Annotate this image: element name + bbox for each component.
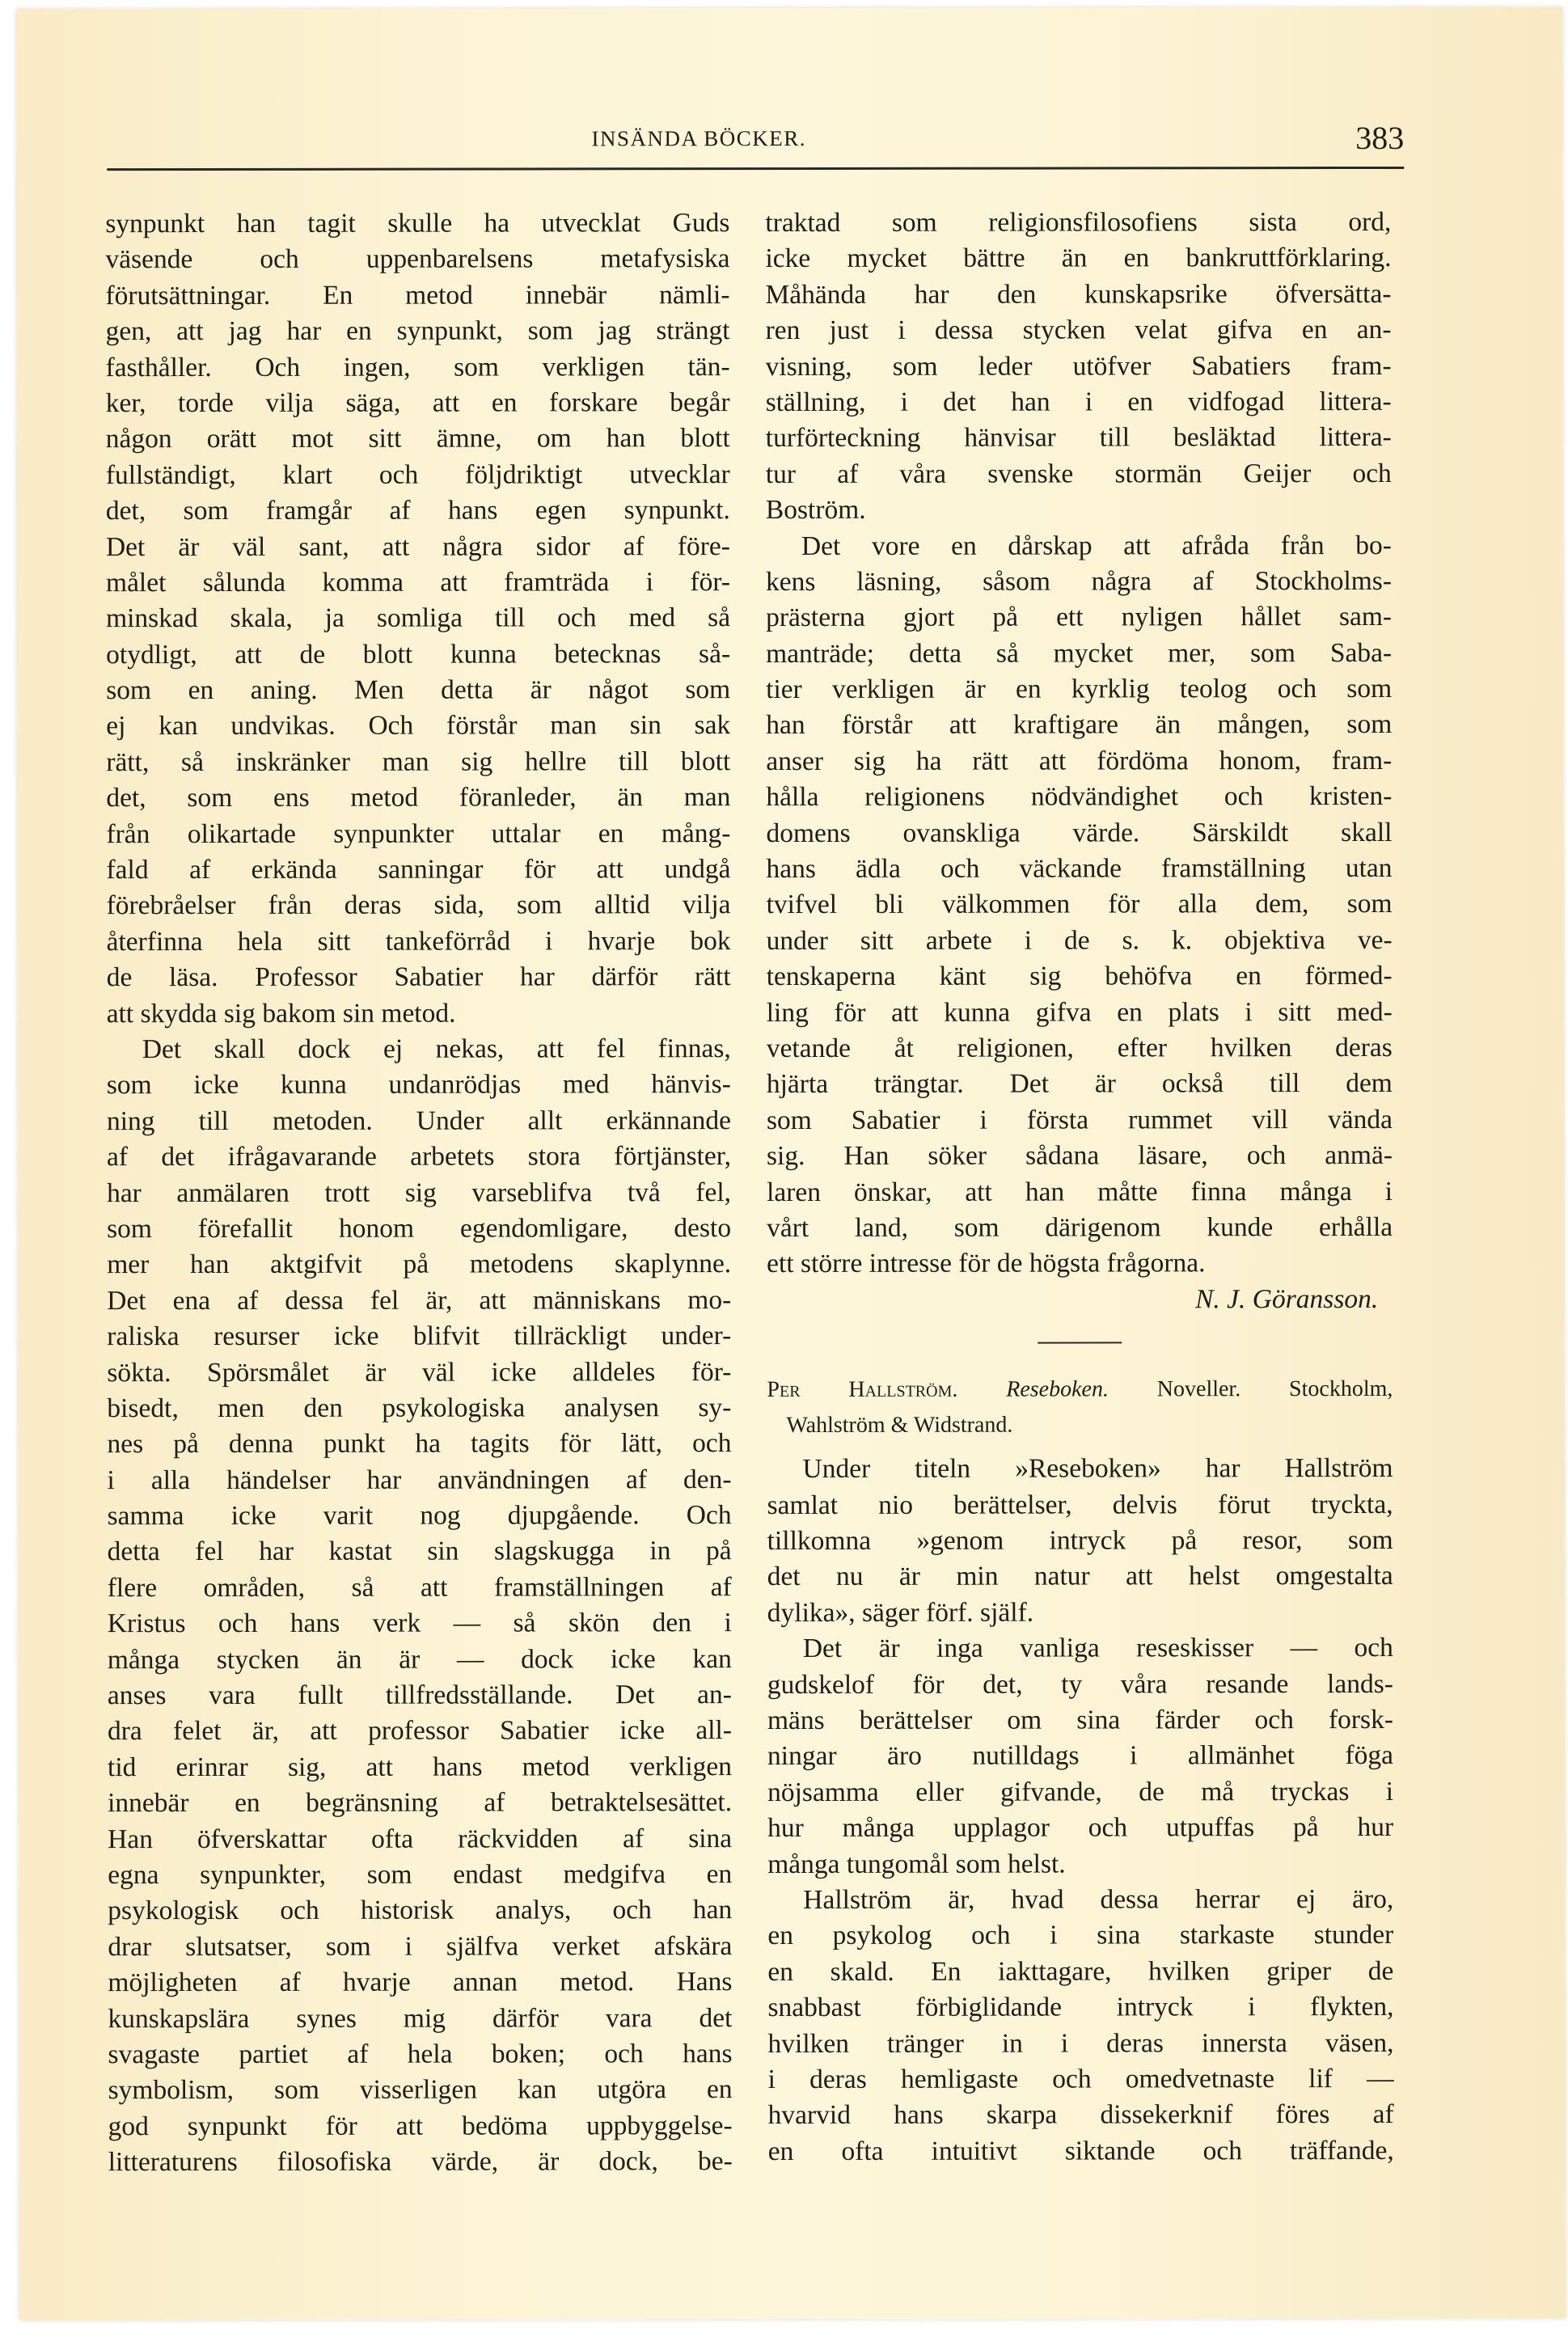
running-title: INSÄNDA BÖCKER. — [591, 125, 807, 151]
text-line: som en aning. Men detta är något som — [106, 674, 731, 706]
text-line: Hallström är, hvad dessa herrar ej äro, — [803, 1883, 1394, 1915]
text-line: traktad som religionsfilosofiens sista ord, — [765, 206, 1392, 239]
text-line: i alla händelser har användningen af den- — [107, 1464, 732, 1495]
biblio-author: Per Hallström. — [767, 1376, 958, 1402]
text-line: samma icke varit nog djupgående. Och — [107, 1500, 732, 1532]
text-line: Han öfverskattar ofta räckvidden af sina — [108, 1823, 733, 1854]
text-line: sig. Han söker sådana läsare, och anmä- — [766, 1140, 1393, 1172]
text-line: ej kan undvikas. Och förstår man sin sak — [106, 710, 731, 742]
text-line: manträde; detta så mycket mer, som Saba- — [766, 637, 1393, 669]
text-line: Måhända har den kunskapsrike öfversätta- — [765, 278, 1392, 310]
text-line: god synpunkt för att bedöma uppbyggelse- — [108, 2110, 733, 2141]
text-line: vårt land, som därigenom kunde erhålla — [767, 1211, 1393, 1243]
text-line: minskad skala, ja somliga till och med så — [106, 602, 731, 634]
section-separator — [767, 1317, 1393, 1354]
text-line: icke mycket bättre än en bankruttförklaring. — [765, 243, 1392, 274]
biblio-title: Reseboken. — [1006, 1376, 1109, 1402]
text-line: ning till metoden. Under allt erkännande — [106, 1105, 731, 1136]
text-line: litteraturens filosofiska värde, är dock, be- — [108, 2146, 733, 2178]
text-line: synpunkt han tagit skulle ha utvecklat Guds — [105, 208, 730, 239]
text-line: en ofta intuitivt siktande och träffande, — [767, 2135, 1394, 2166]
text-line: en skald. En iakttagare, hvilken griper de — [767, 1955, 1394, 1987]
text-line: Det ena af dessa fel är, att människans mo- — [107, 1284, 732, 1316]
left-column — [105, 205, 732, 2181]
text-line: hålla religionens nödvändighet och kristen- — [766, 781, 1393, 813]
text-line: hans ädla och väckande framställning utan — [766, 852, 1393, 885]
text-line: ställning, i det han i en vidfogad littera- — [765, 386, 1392, 417]
text-line: hjärta trängtar. Det är också till dem — [766, 1068, 1393, 1100]
text-line: i deras hemligaste och omedvetnaste lif — — [767, 2063, 1394, 2094]
text-line: flere områden, så att framställningen af — [107, 1571, 732, 1604]
text-line: tier verkligen är en kyrklig teolog och som — [766, 674, 1393, 705]
text-line: laren önskar, att han måtte finna många i — [767, 1176, 1393, 1207]
page-header — [107, 119, 1404, 169]
text-line: hur många upplagor och utpuffas på hur — [767, 1812, 1394, 1844]
text-line: har anmälaren trott sig varseblifva två fel, — [107, 1177, 732, 1208]
text-line: hvilken tränger in i deras innersta väsen, — [767, 2027, 1394, 2059]
text-line: svagaste partiet af hela boken; och hans — [108, 2039, 733, 2070]
text-line: många tungomål som helst. — [767, 1849, 1066, 1879]
text-line: att skydda sig bakom sin metod. — [106, 998, 456, 1029]
text-line: turförteckning hänvisar till besläktad littera- — [765, 422, 1392, 454]
text-line: de läsa. Professor Sabatier har därför rätt — [106, 961, 731, 993]
text-line: någon orätt mot sitt ämne, om han blott — [105, 423, 730, 454]
text-line: ker, torde vilja säga, att en forskare begår — [105, 387, 730, 419]
text-line: raliska resurser icke blifvit tillräckligt under- — [107, 1321, 732, 1352]
text-line: dra felet är, att professor Sabatier icke all- — [107, 1715, 733, 1747]
text-line: väsende och uppenbarelsens metafysiska — [105, 243, 730, 275]
text-line: målet sålunda komma att framträda i för- — [105, 567, 731, 598]
text-line: prästerna gjort på ett nyligen hållet sam- — [766, 602, 1393, 633]
text-line: af det ifrågavarande arbetets stora förtjänster, — [106, 1141, 732, 1173]
text-line: många stycken än är — dock icke kan — [107, 1643, 732, 1675]
text-line: Det är inga vanliga reseskisser — och — [802, 1633, 1393, 1664]
text-line: innebär en begränsning af betraktelsesättet. — [108, 1787, 733, 1819]
text-line: återfinna hela sitt tankeförråd i hvarje bok — [106, 925, 731, 957]
text-line: som Sabatier i första rummet vill vända — [766, 1104, 1393, 1135]
text-line: drar slutsatser, som i själfva verket afskära — [108, 1930, 733, 1962]
text-line: nöjsamma eller gifvande, de må tryckas i — [767, 1776, 1394, 1807]
text-line: detta fel har kastat sin slagskugga in på — [107, 1536, 732, 1567]
text-line: vetande åt religionen, efter hvilken deras — [766, 1032, 1393, 1064]
text-line: som förefallit honom egendomligare, desto — [107, 1213, 732, 1245]
biblio-publisher: Wahlström & Widstrand. — [786, 1412, 1013, 1438]
text-line: bisedt, men den psykologiska analysen sy- — [107, 1392, 732, 1424]
text-line: symbolism, som visserligen kan utgöra en — [108, 2074, 733, 2106]
review-signature: N. J. Göransson. — [1195, 1283, 1379, 1315]
text-line: kens läsning, såsom några af Stockholms- — [765, 565, 1393, 597]
text-line: gen, att jag har en synpunkt, som jag strängt — [105, 315, 730, 347]
text-line: Det vore en dårskap att afråda från bo- — [801, 530, 1392, 561]
text-line: samlat nio berättelser, delvis förut tryckta, — [767, 1489, 1393, 1520]
text-line: det nu är min natur att helst omgestalta — [767, 1561, 1393, 1592]
text-line: förutsättningar. En metod innebär nämli- — [105, 279, 730, 311]
text-line: psykologisk och historisk analys, och han — [108, 1895, 733, 1926]
review-hallstrom — [767, 1451, 1393, 2170]
text-line: tvifvel bli välkommen för alla dem, som — [766, 889, 1393, 920]
biblio-details: Noveller. Stockholm, — [1156, 1376, 1393, 1401]
right-column — [765, 205, 1393, 2170]
text-line: det, som framgår af hans egen synpunkt. — [105, 495, 730, 526]
text-line: Det skall dock ej nekas, att fel finnas, — [142, 1033, 731, 1065]
spacer — [767, 1353, 1393, 1371]
text-line: tenskaperna känt sig behöfva en förmed- — [766, 961, 1393, 992]
review-sabatier-continued — [765, 205, 1393, 1283]
text-line: en psykolog och i sina starkaste stunder — [767, 1920, 1394, 1951]
text-line: rätt, så inskränker man sig hellre till blott — [106, 746, 731, 778]
text-line: egna synpunkter, som endast medgifva en — [108, 1859, 733, 1891]
text-line: från olikartade synpunkter uttalar en mång- — [106, 818, 731, 849]
bibliographic-entry — [767, 1371, 1393, 1443]
text-line: nes på denna punkt ha tagits för lätt, och — [107, 1428, 732, 1460]
text-line: ett större intresse för de högsta frågorna. — [767, 1248, 1206, 1279]
text-line: kunskapslära synes mig därför vara det — [108, 2002, 733, 2034]
page-number: 383 — [1355, 119, 1405, 157]
text-line: tid erinrar sig, att hans metod verkligen — [108, 1751, 733, 1782]
text-line: han förstår att kraftigare än mången, som — [766, 709, 1393, 741]
text-line: sökta. Spörsmålet är väl icke alldeles för- — [107, 1356, 732, 1388]
text-line: hvarvid hans skarpa dissekerknif föres af — [767, 2099, 1394, 2131]
text-line: Under titeln »Reseboken» har Hallström — [802, 1453, 1393, 1485]
text-line: mer han aktgifvit på metodens skaplynne. — [107, 1249, 732, 1280]
text-line: ningar äro nutilldags i allmänhet föga — [767, 1740, 1394, 1772]
text-line: förebråelser från deras sida, som alltid vilja — [106, 890, 731, 921]
text-line: fald af erkända sanningar för att undgå — [106, 854, 731, 885]
text-line: möjligheten af hvarje annan metod. Hans — [108, 1967, 733, 1998]
text-line: snabbast förbiglidande intryck i flykten, — [767, 1992, 1394, 2023]
biblio-line-1 — [767, 1371, 1393, 1407]
text-line: domens ovanskliga värde. Särskildt skall — [766, 817, 1393, 848]
text-line: det, som ens metod föranleder, än man — [106, 782, 731, 814]
text-line: Kristus och hans verk — så skön den i — [107, 1608, 732, 1639]
text-line: ren just i dessa stycken velat gifva en an- — [765, 315, 1392, 346]
text-line: gudskelof för det, ty våra resande lands- — [767, 1668, 1393, 1700]
text-line: anses vara fullt tillfredsställande. Det an- — [107, 1680, 732, 1711]
text-line: visning, som leder utöfver Sabatiers fram- — [765, 350, 1392, 382]
text-line: som icke kunna undanrödjas med hänvis- — [106, 1069, 731, 1101]
text-line: tillkomna »genom intryck på resor, som — [767, 1525, 1393, 1557]
text-line: fullständigt, klart och följdriktigt utvecklar — [105, 459, 730, 490]
text-line: ling för att kunna gifva en plats i sitt med- — [766, 996, 1393, 1028]
text-line: Boström. — [765, 494, 866, 526]
book-page — [16, 7, 1566, 2321]
text-line: anser sig ha rätt att fördöma honom, fram- — [766, 745, 1393, 776]
text-line: Det är väl sant, att några sidor af före- — [105, 530, 730, 562]
text-line: dylika», säger förf. själf. — [767, 1597, 1034, 1628]
text-line: tur af våra svenske stormän Geijer och — [765, 458, 1392, 489]
text-line: mäns berättelser om sina färder och forsk- — [767, 1704, 1393, 1736]
text-line: otydligt, att de blott kunna betecknas så- — [106, 638, 731, 670]
text-line: fasthåller. Och ingen, som verkligen tän- — [105, 351, 730, 382]
text-line: under sitt arbete i de s. k. objektiva ve- — [766, 924, 1393, 956]
